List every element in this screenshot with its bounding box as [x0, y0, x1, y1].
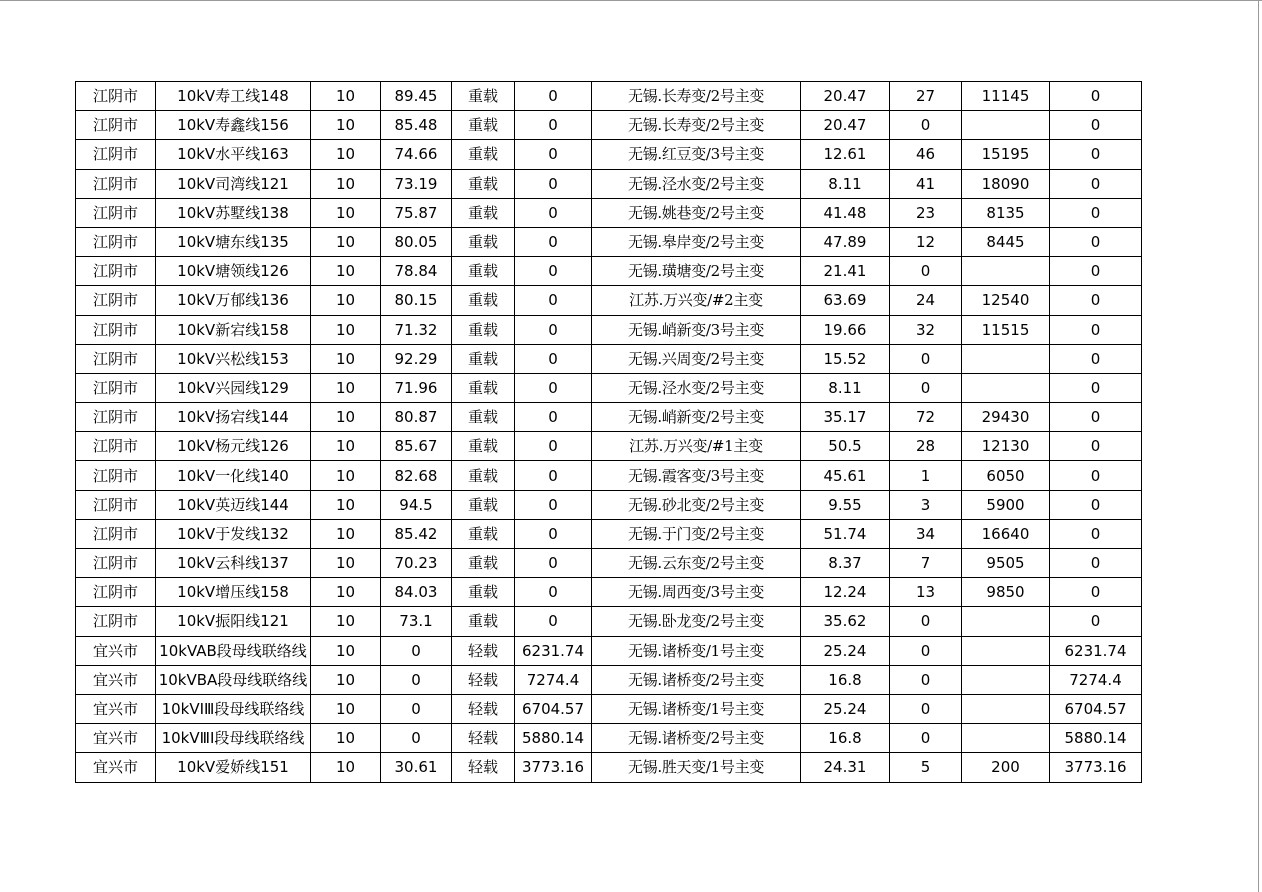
cell-substation-transformer: 江苏.万兴变/#2主变 [592, 286, 801, 315]
cell-transformer-load-rate: 25.24 [801, 636, 890, 665]
cell-city: 江阴市 [76, 111, 156, 140]
cell-voltage: 10 [311, 753, 381, 782]
cell-users: 5 [890, 753, 962, 782]
cell-load-rate: 85.48 [381, 111, 452, 140]
cell-load-status: 重载 [452, 140, 515, 169]
cell-capacity [962, 694, 1050, 723]
cell-users: 7 [890, 549, 962, 578]
cell-transfer-load: 0 [515, 344, 592, 373]
cell-remaining-load: 0 [1050, 607, 1142, 636]
cell-load-rate: 0 [381, 665, 452, 694]
cell-load-status: 轻载 [452, 636, 515, 665]
cell-city: 江阴市 [76, 490, 156, 519]
cell-voltage: 10 [311, 373, 381, 402]
cell-capacity: 15195 [962, 140, 1050, 169]
cell-remaining-load: 0 [1050, 227, 1142, 256]
cell-load-status: 轻载 [452, 724, 515, 753]
cell-substation-transformer: 无锡.长寿变/2号主变 [592, 82, 801, 111]
table-row [76, 490, 1142, 519]
table-row [76, 665, 1142, 694]
cell-city: 江阴市 [76, 169, 156, 198]
cell-voltage: 10 [311, 665, 381, 694]
table-row [76, 578, 1142, 607]
cell-load-rate: 71.96 [381, 373, 452, 402]
cell-transfer-load: 0 [515, 461, 592, 490]
cell-voltage: 10 [311, 198, 381, 227]
table-row [76, 461, 1142, 490]
cell-transformer-load-rate: 45.61 [801, 461, 890, 490]
cell-load-rate: 85.67 [381, 432, 452, 461]
cell-users: 0 [890, 724, 962, 753]
cell-substation-transformer: 无锡.砂北变/2号主变 [592, 490, 801, 519]
cell-voltage: 10 [311, 549, 381, 578]
cell-voltage: 10 [311, 286, 381, 315]
cell-transformer-load-rate: 50.5 [801, 432, 890, 461]
cell-users: 0 [890, 373, 962, 402]
cell-city: 江阴市 [76, 519, 156, 548]
cell-capacity [962, 111, 1050, 140]
cell-capacity: 11515 [962, 315, 1050, 344]
cell-substation-transformer: 无锡.姚巷变/2号主变 [592, 198, 801, 227]
cell-substation-transformer: 无锡.峭新变/2号主变 [592, 403, 801, 432]
cell-capacity: 11145 [962, 82, 1050, 111]
table-row [76, 753, 1142, 782]
cell-load-rate: 0 [381, 694, 452, 723]
cell-capacity [962, 724, 1050, 753]
cell-transformer-load-rate: 19.66 [801, 315, 890, 344]
cell-transfer-load: 0 [515, 549, 592, 578]
feeder-load-table [75, 81, 1142, 783]
cell-users: 0 [890, 694, 962, 723]
cell-city: 江阴市 [76, 257, 156, 286]
cell-remaining-load: 0 [1050, 432, 1142, 461]
cell-transformer-load-rate: 8.11 [801, 169, 890, 198]
table-row [76, 227, 1142, 256]
cell-remaining-load: 7274.4 [1050, 665, 1142, 694]
cell-capacity: 18090 [962, 169, 1050, 198]
cell-remaining-load: 0 [1050, 549, 1142, 578]
cell-line-name: 10kV云科线137 [156, 549, 311, 578]
cell-capacity [962, 344, 1050, 373]
cell-remaining-load: 3773.16 [1050, 753, 1142, 782]
cell-transformer-load-rate: 9.55 [801, 490, 890, 519]
cell-city: 江阴市 [76, 403, 156, 432]
cell-capacity [962, 373, 1050, 402]
table-row [76, 607, 1142, 636]
cell-city: 江阴市 [76, 432, 156, 461]
cell-city: 江阴市 [76, 549, 156, 578]
cell-transformer-load-rate: 35.17 [801, 403, 890, 432]
cell-transfer-load: 0 [515, 403, 592, 432]
cell-users: 3 [890, 490, 962, 519]
cell-city: 宜兴市 [76, 753, 156, 782]
cell-line-name: 10kV司湾线121 [156, 169, 311, 198]
page-top-border [0, 0, 1262, 1]
cell-voltage: 10 [311, 82, 381, 111]
cell-line-name: 10kV寿工线148 [156, 82, 311, 111]
cell-substation-transformer: 无锡.诸桥变/2号主变 [592, 724, 801, 753]
cell-load-rate: 82.68 [381, 461, 452, 490]
cell-transformer-load-rate: 8.11 [801, 373, 890, 402]
table-row [76, 344, 1142, 373]
cell-city: 宜兴市 [76, 724, 156, 753]
cell-voltage: 10 [311, 694, 381, 723]
cell-voltage: 10 [311, 403, 381, 432]
cell-remaining-load: 0 [1050, 198, 1142, 227]
cell-voltage: 10 [311, 315, 381, 344]
cell-city: 江阴市 [76, 373, 156, 402]
cell-voltage: 10 [311, 344, 381, 373]
table-row [76, 373, 1142, 402]
cell-substation-transformer: 无锡.泾水变/2号主变 [592, 373, 801, 402]
table-row [76, 519, 1142, 548]
cell-load-status: 重载 [452, 344, 515, 373]
cell-load-status: 轻载 [452, 694, 515, 723]
cell-users: 23 [890, 198, 962, 227]
cell-load-status: 重载 [452, 490, 515, 519]
cell-voltage: 10 [311, 461, 381, 490]
table-row [76, 286, 1142, 315]
cell-transfer-load: 0 [515, 432, 592, 461]
cell-transformer-load-rate: 16.8 [801, 724, 890, 753]
cell-substation-transformer: 无锡.诸桥变/1号主变 [592, 636, 801, 665]
cell-substation-transformer: 无锡.皋岸变/2号主变 [592, 227, 801, 256]
cell-load-status: 重载 [452, 227, 515, 256]
cell-load-status: 轻载 [452, 753, 515, 782]
cell-capacity: 12540 [962, 286, 1050, 315]
cell-capacity: 16640 [962, 519, 1050, 548]
cell-users: 46 [890, 140, 962, 169]
cell-line-name: 10kV振阳线121 [156, 607, 311, 636]
table-row [76, 198, 1142, 227]
cell-remaining-load: 0 [1050, 461, 1142, 490]
cell-substation-transformer: 无锡.于门变/2号主变 [592, 519, 801, 548]
cell-users: 0 [890, 665, 962, 694]
cell-load-rate: 30.61 [381, 753, 452, 782]
table-row [76, 140, 1142, 169]
cell-users: 0 [890, 636, 962, 665]
cell-transfer-load: 0 [515, 373, 592, 402]
cell-capacity: 8135 [962, 198, 1050, 227]
cell-transformer-load-rate: 12.61 [801, 140, 890, 169]
cell-line-name: 10kV于发线132 [156, 519, 311, 548]
cell-substation-transformer: 无锡.周西变/3号主变 [592, 578, 801, 607]
cell-substation-transformer: 无锡.胜天变/1号主变 [592, 753, 801, 782]
cell-transfer-load: 0 [515, 227, 592, 256]
cell-remaining-load: 0 [1050, 286, 1142, 315]
cell-substation-transformer: 无锡.卧龙变/2号主变 [592, 607, 801, 636]
cell-voltage: 10 [311, 724, 381, 753]
cell-city: 江阴市 [76, 607, 156, 636]
table-row [76, 403, 1142, 432]
cell-line-name: 10kV英迈线144 [156, 490, 311, 519]
cell-capacity: 200 [962, 753, 1050, 782]
cell-transfer-load: 0 [515, 315, 592, 344]
cell-line-name: 10kV水平线163 [156, 140, 311, 169]
cell-transfer-load: 0 [515, 198, 592, 227]
cell-transformer-load-rate: 35.62 [801, 607, 890, 636]
cell-line-name: 10kV爱娇线151 [156, 753, 311, 782]
cell-voltage: 10 [311, 607, 381, 636]
cell-substation-transformer: 无锡.诸桥变/2号主变 [592, 665, 801, 694]
cell-remaining-load: 0 [1050, 490, 1142, 519]
cell-line-name: 10kVⅢⅠ段母线联络线 [156, 724, 311, 753]
cell-transfer-load: 0 [515, 169, 592, 198]
cell-load-status: 重载 [452, 111, 515, 140]
cell-transfer-load: 6231.74 [515, 636, 592, 665]
cell-city: 江阴市 [76, 198, 156, 227]
cell-transformer-load-rate: 21.41 [801, 257, 890, 286]
cell-substation-transformer: 无锡.璜塘变/2号主变 [592, 257, 801, 286]
cell-capacity: 9505 [962, 549, 1050, 578]
cell-remaining-load: 0 [1050, 373, 1142, 402]
cell-voltage: 10 [311, 227, 381, 256]
cell-users: 12 [890, 227, 962, 256]
cell-load-status: 重载 [452, 519, 515, 548]
cell-transformer-load-rate: 8.37 [801, 549, 890, 578]
cell-users: 27 [890, 82, 962, 111]
cell-city: 江阴市 [76, 227, 156, 256]
cell-load-status: 重载 [452, 607, 515, 636]
cell-line-name: 10kV杨元线126 [156, 432, 311, 461]
cell-capacity: 6050 [962, 461, 1050, 490]
cell-substation-transformer: 无锡.长寿变/2号主变 [592, 111, 801, 140]
cell-city: 江阴市 [76, 461, 156, 490]
cell-transfer-load: 0 [515, 82, 592, 111]
cell-load-rate: 0 [381, 636, 452, 665]
cell-substation-transformer: 无锡.云东变/2号主变 [592, 549, 801, 578]
table-row [76, 82, 1142, 111]
cell-load-rate: 85.42 [381, 519, 452, 548]
cell-load-status: 重载 [452, 315, 515, 344]
cell-remaining-load: 0 [1050, 140, 1142, 169]
cell-load-rate: 75.87 [381, 198, 452, 227]
cell-city: 江阴市 [76, 315, 156, 344]
cell-remaining-load: 0 [1050, 111, 1142, 140]
cell-voltage: 10 [311, 140, 381, 169]
cell-load-status: 重载 [452, 198, 515, 227]
cell-transfer-load: 0 [515, 111, 592, 140]
cell-transfer-load: 0 [515, 490, 592, 519]
cell-substation-transformer: 无锡.兴周变/2号主变 [592, 344, 801, 373]
cell-remaining-load: 0 [1050, 169, 1142, 198]
cell-city: 江阴市 [76, 578, 156, 607]
cell-load-rate: 84.03 [381, 578, 452, 607]
cell-voltage: 10 [311, 578, 381, 607]
cell-load-status: 重载 [452, 461, 515, 490]
cell-remaining-load: 6704.57 [1050, 694, 1142, 723]
cell-voltage: 10 [311, 490, 381, 519]
cell-load-rate: 70.23 [381, 549, 452, 578]
page-right-border [1258, 0, 1259, 892]
cell-load-rate: 71.32 [381, 315, 452, 344]
cell-load-status: 重载 [452, 549, 515, 578]
cell-line-name: 10kV增压线158 [156, 578, 311, 607]
cell-line-name: 10kV一化线140 [156, 461, 311, 490]
cell-transformer-load-rate: 20.47 [801, 111, 890, 140]
cell-users: 1 [890, 461, 962, 490]
cell-users: 0 [890, 344, 962, 373]
table-row [76, 694, 1142, 723]
cell-capacity: 12130 [962, 432, 1050, 461]
cell-users: 0 [890, 607, 962, 636]
cell-transfer-load: 0 [515, 140, 592, 169]
cell-city: 江阴市 [76, 286, 156, 315]
cell-voltage: 10 [311, 257, 381, 286]
cell-transfer-load: 0 [515, 519, 592, 548]
cell-load-status: 重载 [452, 578, 515, 607]
cell-remaining-load: 5880.14 [1050, 724, 1142, 753]
table-row [76, 549, 1142, 578]
cell-transformer-load-rate: 12.24 [801, 578, 890, 607]
cell-transformer-load-rate: 41.48 [801, 198, 890, 227]
cell-voltage: 10 [311, 169, 381, 198]
cell-substation-transformer: 江苏.万兴变/#1主变 [592, 432, 801, 461]
cell-users: 72 [890, 403, 962, 432]
cell-transfer-load: 3773.16 [515, 753, 592, 782]
cell-line-name: 10kV苏墅线138 [156, 198, 311, 227]
cell-capacity [962, 607, 1050, 636]
cell-load-status: 重载 [452, 403, 515, 432]
cell-transformer-load-rate: 25.24 [801, 694, 890, 723]
cell-remaining-load: 0 [1050, 257, 1142, 286]
cell-capacity: 8445 [962, 227, 1050, 256]
table-row [76, 257, 1142, 286]
cell-city: 江阴市 [76, 140, 156, 169]
cell-transfer-load: 0 [515, 257, 592, 286]
cell-transformer-load-rate: 63.69 [801, 286, 890, 315]
cell-line-name: 10kV寿鑫线156 [156, 111, 311, 140]
cell-capacity: 29430 [962, 403, 1050, 432]
cell-city: 宜兴市 [76, 636, 156, 665]
cell-substation-transformer: 无锡.红豆变/3号主变 [592, 140, 801, 169]
cell-substation-transformer: 无锡.诸桥变/1号主变 [592, 694, 801, 723]
cell-load-status: 重载 [452, 169, 515, 198]
cell-line-name: 10kVAB段母线联络线 [156, 636, 311, 665]
table-row [76, 111, 1142, 140]
cell-transformer-load-rate: 24.31 [801, 753, 890, 782]
cell-users: 34 [890, 519, 962, 548]
table-row [76, 315, 1142, 344]
cell-voltage: 10 [311, 111, 381, 140]
cell-load-status: 重载 [452, 286, 515, 315]
cell-substation-transformer: 无锡.峭新变/3号主变 [592, 315, 801, 344]
cell-load-rate: 89.45 [381, 82, 452, 111]
cell-load-rate: 80.15 [381, 286, 452, 315]
cell-line-name: 10kV兴松线153 [156, 344, 311, 373]
cell-transformer-load-rate: 51.74 [801, 519, 890, 548]
cell-capacity [962, 665, 1050, 694]
cell-remaining-load: 0 [1050, 82, 1142, 111]
cell-substation-transformer: 无锡.泾水变/2号主变 [592, 169, 801, 198]
table-row [76, 636, 1142, 665]
cell-city: 江阴市 [76, 344, 156, 373]
cell-capacity: 5900 [962, 490, 1050, 519]
cell-transfer-load: 0 [515, 286, 592, 315]
cell-load-status: 重载 [452, 257, 515, 286]
cell-substation-transformer: 无锡.霞客变/3号主变 [592, 461, 801, 490]
cell-line-name: 10kV塘东线135 [156, 227, 311, 256]
cell-remaining-load: 0 [1050, 315, 1142, 344]
cell-line-name: 10kVⅠⅢ段母线联络线 [156, 694, 311, 723]
cell-transformer-load-rate: 15.52 [801, 344, 890, 373]
cell-line-name: 10kV兴园线129 [156, 373, 311, 402]
cell-capacity: 9850 [962, 578, 1050, 607]
cell-line-name: 10kV塘领线126 [156, 257, 311, 286]
cell-capacity [962, 257, 1050, 286]
cell-users: 32 [890, 315, 962, 344]
cell-load-status: 重载 [452, 82, 515, 111]
cell-voltage: 10 [311, 519, 381, 548]
cell-transformer-load-rate: 16.8 [801, 665, 890, 694]
cell-city: 江阴市 [76, 82, 156, 111]
cell-load-rate: 94.5 [381, 490, 452, 519]
cell-remaining-load: 0 [1050, 344, 1142, 373]
cell-transformer-load-rate: 47.89 [801, 227, 890, 256]
cell-load-rate: 92.29 [381, 344, 452, 373]
cell-load-status: 重载 [452, 373, 515, 402]
cell-load-rate: 73.1 [381, 607, 452, 636]
table-row [76, 724, 1142, 753]
cell-load-rate: 80.05 [381, 227, 452, 256]
cell-line-name: 10kVBA段母线联络线 [156, 665, 311, 694]
cell-users: 0 [890, 111, 962, 140]
cell-transfer-load: 6704.57 [515, 694, 592, 723]
cell-users: 28 [890, 432, 962, 461]
cell-transfer-load: 0 [515, 578, 592, 607]
cell-load-rate: 73.19 [381, 169, 452, 198]
cell-transfer-load: 7274.4 [515, 665, 592, 694]
cell-voltage: 10 [311, 432, 381, 461]
cell-load-status: 轻载 [452, 665, 515, 694]
cell-remaining-load: 0 [1050, 519, 1142, 548]
table-row [76, 169, 1142, 198]
table-row [76, 432, 1142, 461]
cell-users: 0 [890, 257, 962, 286]
cell-voltage: 10 [311, 636, 381, 665]
cell-users: 41 [890, 169, 962, 198]
cell-users: 13 [890, 578, 962, 607]
cell-capacity [962, 636, 1050, 665]
cell-remaining-load: 0 [1050, 403, 1142, 432]
cell-load-rate: 80.87 [381, 403, 452, 432]
cell-city: 宜兴市 [76, 665, 156, 694]
cell-load-rate: 74.66 [381, 140, 452, 169]
cell-remaining-load: 6231.74 [1050, 636, 1142, 665]
cell-transfer-load: 0 [515, 607, 592, 636]
cell-line-name: 10kV万郁线136 [156, 286, 311, 315]
cell-load-status: 重载 [452, 432, 515, 461]
cell-transfer-load: 5880.14 [515, 724, 592, 753]
cell-load-rate: 78.84 [381, 257, 452, 286]
cell-transformer-load-rate: 20.47 [801, 82, 890, 111]
cell-line-name: 10kV新宕线158 [156, 315, 311, 344]
cell-remaining-load: 0 [1050, 578, 1142, 607]
cell-users: 24 [890, 286, 962, 315]
cell-line-name: 10kV扬宕线144 [156, 403, 311, 432]
cell-city: 宜兴市 [76, 694, 156, 723]
cell-load-rate: 0 [381, 724, 452, 753]
